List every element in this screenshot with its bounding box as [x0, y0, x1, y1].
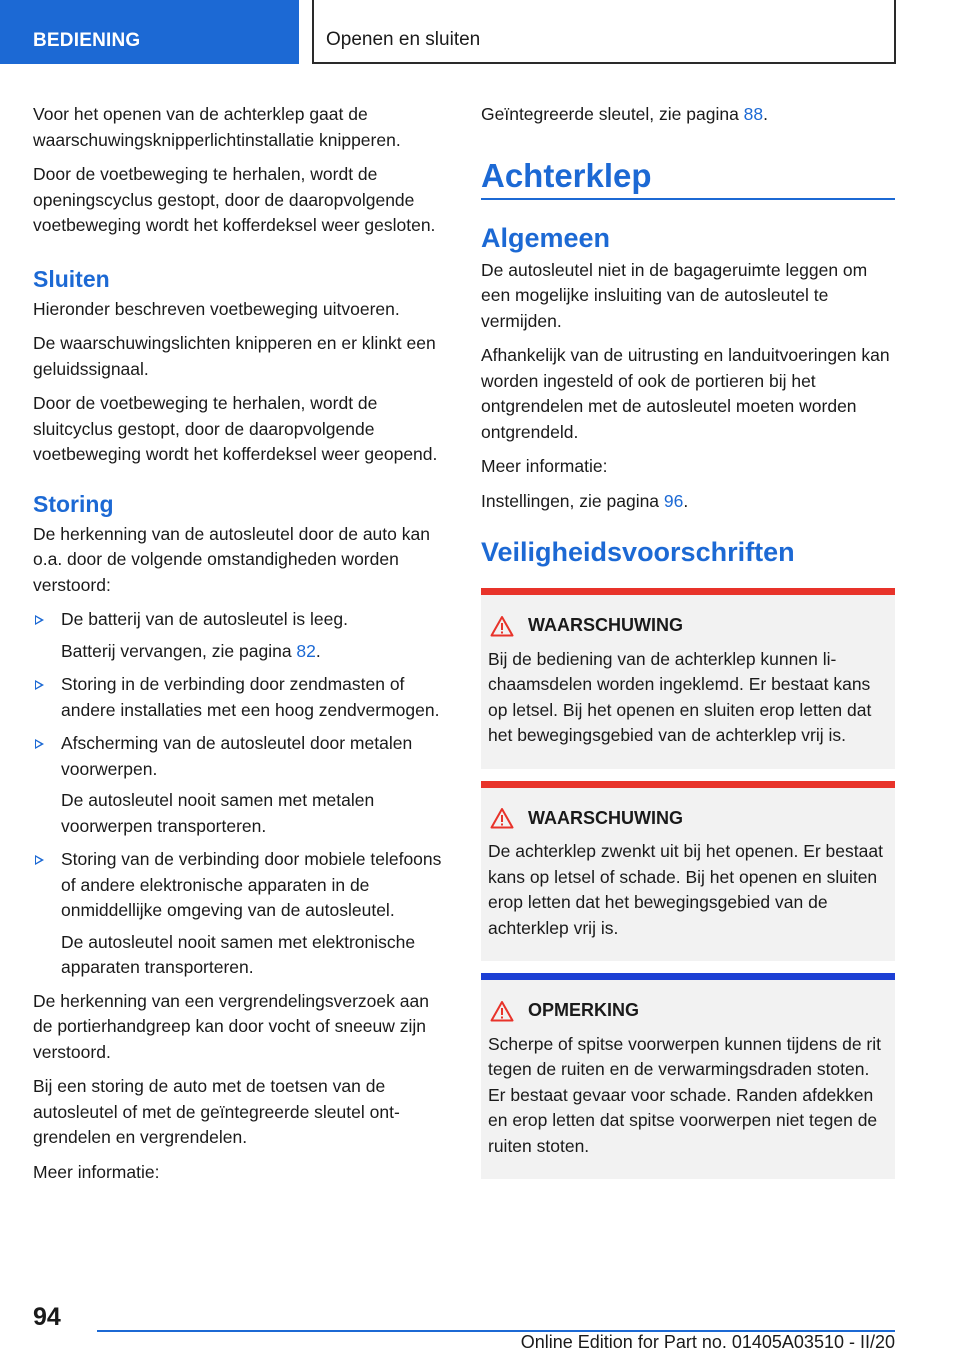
list-item-text: Afscherming van de autosleutel door metalen voorwerpen.	[61, 733, 413, 779]
paragraph: Geïntegreerde sleutel, zie pagina 88.	[481, 104, 769, 124]
notice-text: Bij de bediening van de achterklep kunnen lichaamsdelen worden ingeklemd. Er bestaat kans op letsel. Bij het openen en sluiten erop letten dat het bewegingsgebied van de achterklep vrij is.	[488, 648, 872, 745]
heading-storing: Storing	[33, 490, 114, 517]
paragraph: Door de voetbeweging te herhalen, wordt de openingscyclus gestopt, door de daaropvolgende voetbeweging wordt het kofferdeksel weer gesloten.	[33, 164, 436, 235]
bullet-triangle-icon	[35, 615, 44, 625]
list-item-sub: Batterij vervangen, zie pagina 82.	[61, 640, 321, 661]
footer-edition: Online Edition for Part no. 01405A03510 - II/20	[520, 1332, 895, 1352]
warning-triangle-icon	[490, 1000, 514, 1022]
paragraph: Hieronder beschreven voetbeweging uitvoeren.	[33, 298, 400, 319]
paragraph: Afhankelijk van de uitrusting en landuitvoeringen kan worden ingesteld of ook de portieren bij het ontgrendelen met de autosleutel moeten worden ontgrendeld.	[481, 345, 890, 442]
page-link-96[interactable]: 96	[663, 490, 684, 511]
right-column	[481, 102, 895, 1191]
paragraph: Bij een storing de auto met de toetsen van de autosleutel of met de geïntegreerde sleutel ontgrendelen en vergrendelen.	[33, 1076, 400, 1147]
paragraph: De herkenning van een vergrendelingsverzoek aan de portierhandgreep kan door vocht of sneeuw zijn verstoord.	[33, 990, 429, 1062]
bullet-triangle-icon	[35, 680, 44, 690]
warning-box	[481, 781, 895, 962]
paragraph: Door de voetbeweging te herhalen, wordt de sluitcyclus gestopt, door de daaropvolgende voetbeweging wordt het kofferdeksel weer geopend.	[33, 393, 438, 464]
list-item	[33, 607, 446, 664]
bullet-triangle-icon	[35, 855, 44, 865]
chapter-title: Openen en sluiten	[312, 0, 896, 64]
warning-box	[481, 588, 895, 769]
bullet-triangle-icon	[35, 739, 44, 749]
warning-triangle-icon	[490, 615, 514, 637]
page-number: 94	[33, 1303, 61, 1331]
heading-sluiten: Sluiten	[33, 265, 110, 292]
list-item-text: Storing in de verbinding door zendmasten of andere installaties met een hoog zendvermogen.	[61, 674, 440, 720]
note-box	[481, 973, 895, 1179]
storing-list	[33, 607, 446, 981]
list-item-sub: De autosleutel nooit samen met elektronische apparaten transporteren.	[61, 931, 416, 977]
list-item	[33, 672, 446, 723]
left-column	[33, 102, 446, 1194]
section-tab: BEDIENING	[0, 0, 299, 64]
paragraph: Meer informatie:	[481, 456, 608, 476]
list-item-text: Storing van de verbinding door mobiele telefoons of andere elektronische apparaten in de onmiddellijke omgeving van de autosleutel.	[61, 849, 442, 920]
warning-triangle-icon	[490, 807, 514, 829]
paragraph: De autosleutel niet in de bagageruimte leggen om een mogelijke insluiting van de autosleutel te vermijden.	[481, 259, 868, 331]
heading-algemeen: Algemeen	[481, 222, 611, 253]
list-item-text: De batterij van de autosleutel is leeg.	[61, 609, 348, 629]
paragraph: De waarschuwingslichten knipperen en er klinkt een geluidssignaal.	[33, 333, 436, 379]
paragraph: Instellingen, zie pagina 96.	[481, 490, 689, 511]
heading-veiligheid: Veiligheidsvoorschriften	[481, 537, 795, 567]
paragraph: De herkenning van de autosleutel door de auto kan o.a. door de volgende omstandigheden worden verstoord:	[33, 523, 430, 595]
paragraph: Voor het openen van de achterklep gaat de waarschuwingsknipperlichtinstallatie knipperen.	[33, 104, 401, 150]
list-item	[33, 731, 446, 839]
notice-text: De achterklep zwenkt uit bij het openen. Er bestaat kans op letsel of schade. Bij het openen en sluiten erop letten dat het bewegingsgebied van de achterklep vrij is.	[488, 841, 883, 938]
notice-title: OPMERKING	[488, 998, 887, 1024]
list-item-sub: De autosleutel nooit samen met metalen voorwerpen transporteren.	[61, 790, 375, 836]
paragraph: Meer informatie:	[33, 1161, 160, 1182]
notice-title: WAARSCHUWING	[488, 613, 887, 639]
section-title: Achterklep	[481, 156, 895, 200]
page-link-88[interactable]: 88	[743, 104, 764, 124]
notice-title: WAARSCHUWING	[488, 806, 887, 832]
list-item	[33, 847, 446, 981]
notice-text: Scherpe of spitse voorwerpen kunnen tijdens de rit tegen de ruiten en de verwarmingsdraden stoten. Er bestaat gevaar voor schade. Randen afdekken en erop letten dat spitse voorwerpen niet tegen de ruiten stoten.	[488, 1033, 882, 1156]
page-link-82[interactable]: 82	[296, 640, 316, 661]
